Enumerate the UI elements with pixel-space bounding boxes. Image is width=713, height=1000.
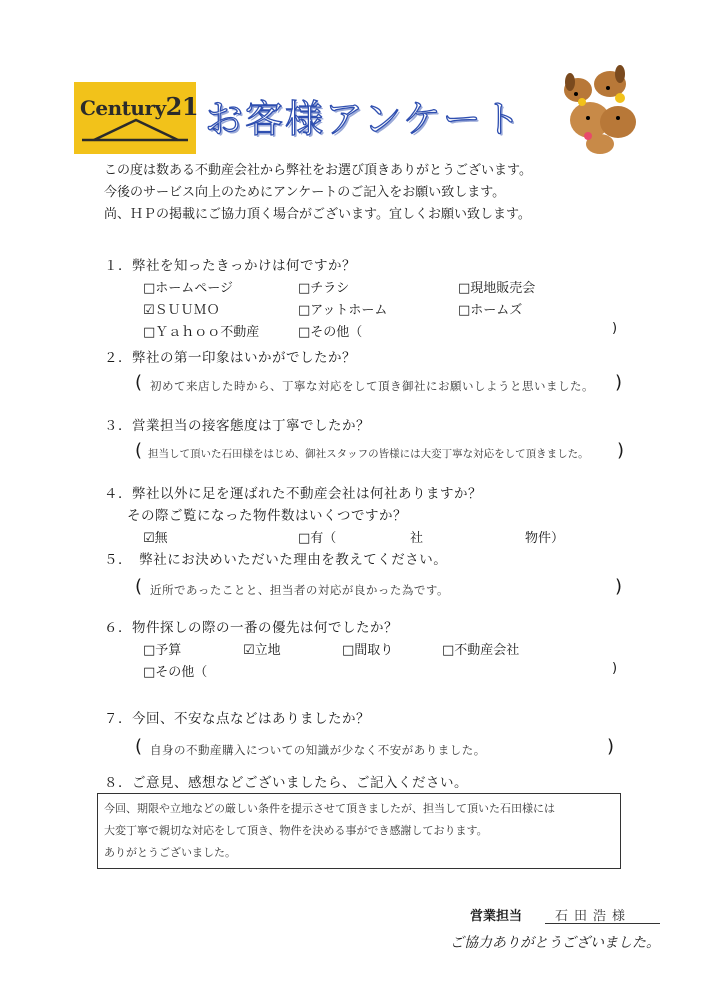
intro-line: 尚、ＨＰの掲載にご協力頂く場合がございます。宜しくお願い致します。	[104, 207, 531, 222]
option-other[interactable]: □その他（	[298, 325, 363, 340]
answer-3: 担当して頂いた石田様をはじめ、御社スタッフの皆様には大変丁寧な対応をして頂きました。	[148, 448, 589, 460]
option-yes[interactable]: □有（	[298, 531, 337, 546]
page-title: お客様アンケート	[205, 97, 523, 141]
option-yahoo[interactable]: □Ｙａｈｏｏ不動産	[143, 325, 260, 340]
logo-number: 21	[165, 92, 199, 121]
question-5: ５． 弊社にお決めいただいた理由を教えてください。	[104, 552, 448, 568]
option-homepage[interactable]: □ホームページ	[143, 281, 234, 296]
intro-text	[104, 160, 532, 226]
option-none[interactable]: ☑無	[143, 531, 168, 546]
answer-5: 近所であったことと、担当者の対応が良かった為です。	[150, 583, 449, 597]
comment-box[interactable]	[97, 793, 621, 869]
answer-close-paren: )	[607, 736, 615, 757]
answer-open-paren: (	[135, 576, 143, 597]
comment-line: 大変丁寧で親切な対応をして頂き、物件を決める事ができ感謝しております。	[104, 824, 488, 837]
answer-close-paren: )	[617, 440, 625, 461]
companies-unit: 社	[410, 531, 424, 546]
answer-7: 自身の不動産購入についての知識が少なく不安がありました。	[150, 743, 486, 757]
option-other[interactable]: □その他（	[143, 665, 208, 680]
question-6: ６．物件探しの際の一番の優先は何でしたか？	[104, 620, 398, 636]
option-floorplan[interactable]: □間取り	[342, 643, 394, 658]
option-other-close: )	[612, 321, 618, 336]
option-athome[interactable]: □アットホーム	[298, 303, 388, 318]
thanks-message: ご協力ありがとうございました。	[450, 935, 660, 951]
option-open-house[interactable]: □現地販売会	[458, 281, 536, 296]
intro-line: この度は数ある不動産会社から弊社をお選び頂きありがとうございます。	[104, 163, 532, 178]
intro-line: 今後のサービス向上のためにアンケートのご記入をお願い致します。	[104, 185, 506, 200]
sales-rep-label: 営業担当	[470, 909, 523, 924]
comment-line: 今回、期限や立地などの厳しい条件を提示させて頂きましたが、担当して頂いた石田様には	[104, 802, 555, 815]
option-suumo[interactable]: ☑ＳＵＵＭＯ	[143, 303, 220, 318]
question-3: ３．営業担当の接客態度は丁寧でしたか？	[104, 418, 370, 434]
option-flyer[interactable]: □チラシ	[298, 281, 350, 296]
properties-unit: 物件）	[525, 531, 565, 546]
century21-logo	[74, 82, 199, 154]
answer-open-paren: (	[135, 372, 143, 393]
option-realestate-company[interactable]: □不動産会社	[442, 643, 520, 658]
mascot-dogs-icon	[548, 60, 648, 160]
answer-2: 初めて来店した時から、丁寧な対応をして頂き御社にお願いしようと思いました。	[150, 379, 594, 393]
answer-open-paren: (	[135, 736, 143, 757]
option-location[interactable]: ☑立地	[243, 643, 281, 658]
logo-text: Century	[80, 96, 166, 120]
sales-rep-name: 石田浩様	[555, 909, 632, 924]
option-other-close: )	[612, 661, 618, 676]
answer-close-paren: )	[615, 576, 623, 597]
question-2: ２．弊社の第一印象はいかがでしたか？	[104, 350, 356, 366]
signature-line	[545, 923, 660, 924]
answer-open-paren: (	[135, 440, 143, 461]
question-4: ４．弊社以外に足を運ばれた不動産会社は何社ありますか？	[104, 486, 482, 502]
question-7: ７．今回、不安な点などはありましたか？	[104, 711, 370, 727]
option-budget[interactable]: □予算	[143, 643, 182, 658]
answer-close-paren: )	[615, 372, 623, 393]
option-homes[interactable]: □ホームズ	[458, 303, 523, 318]
question-1: １．弊社を知ったきっかけは何ですか？	[104, 258, 356, 274]
comment-line: ありがとうございました。	[104, 846, 236, 859]
question-8: ８．ご意見、感想などございましたら、ご記入ください。	[104, 775, 468, 791]
question-4-sub: その際ご覧になった物件数はいくつですか？	[127, 508, 407, 524]
